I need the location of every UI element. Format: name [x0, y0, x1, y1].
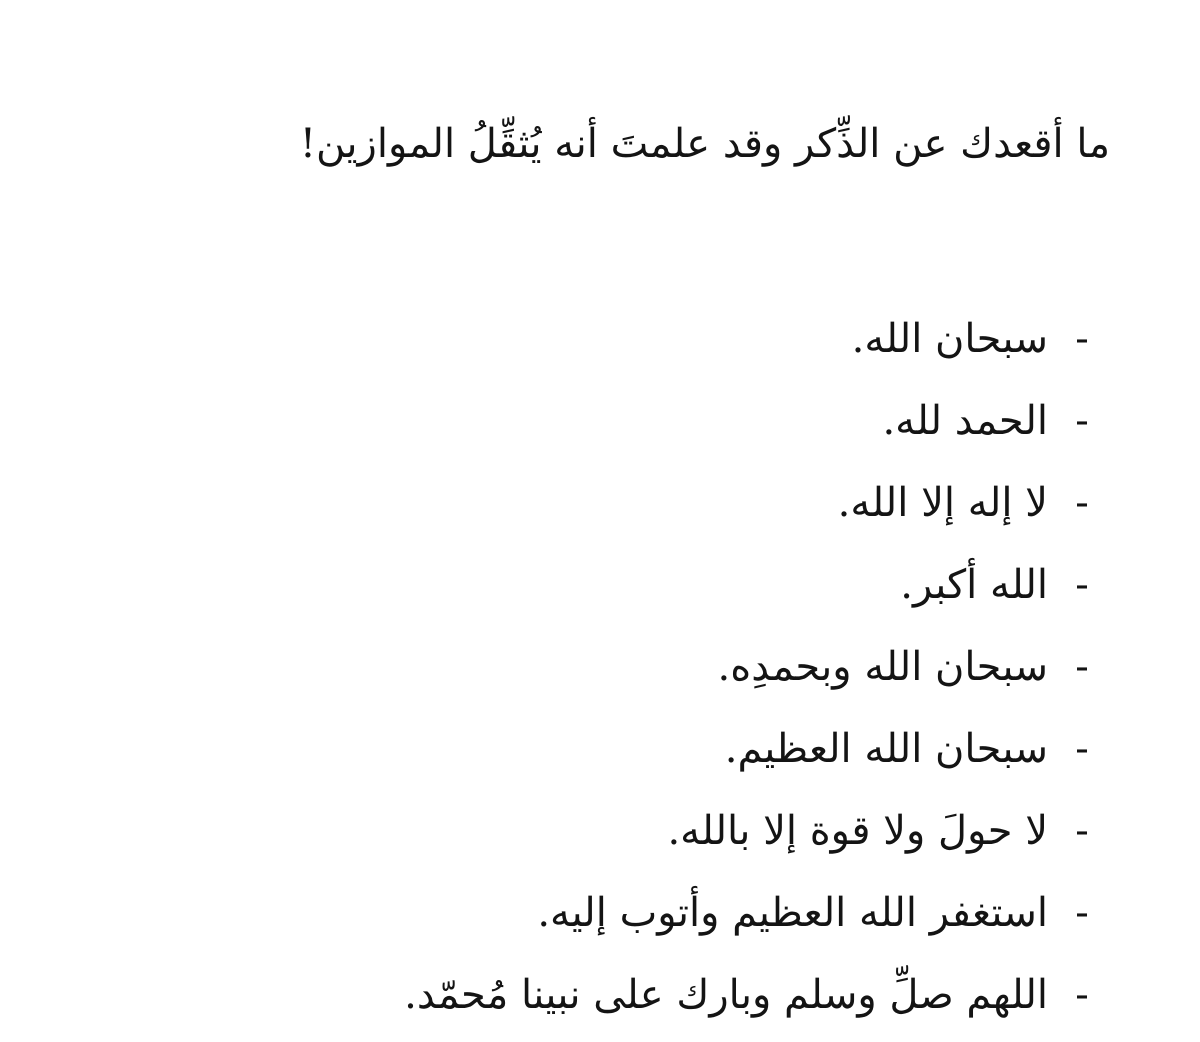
list-item-text: الله أكبر. — [900, 562, 1048, 608]
list-item — [102, 380, 1102, 462]
list-dash: - — [1075, 316, 1089, 362]
list-item-text: سبحان الله وبحمدِه. — [717, 644, 1048, 690]
list-item — [102, 708, 1102, 790]
list-item-text: لا حولَ ولا قوة إلا بالله. — [667, 808, 1048, 854]
dhikr-list — [102, 298, 1102, 1036]
document-title: ما أقعدك عن الذِّكر وقد علمتَ أنه يُثقِّلُ الموازين! — [299, 121, 1110, 167]
list-dash: - — [1075, 890, 1089, 936]
list-dash: - — [1075, 808, 1089, 854]
list-item — [102, 872, 1102, 954]
list-item — [102, 954, 1102, 1036]
list-item — [102, 626, 1102, 708]
list-item-text: سبحان الله العظيم. — [724, 726, 1048, 772]
list-item — [102, 544, 1102, 626]
list-dash: - — [1075, 644, 1089, 690]
list-dash: - — [1075, 726, 1089, 772]
list-item-text: لا إله إلا الله. — [837, 480, 1048, 526]
list-item — [102, 298, 1102, 380]
list-dash: - — [1075, 398, 1089, 444]
list-item-text: سبحان الله. — [851, 316, 1048, 362]
list-dash: - — [1075, 480, 1089, 526]
list-item — [102, 790, 1102, 872]
list-item-text: اللهم صلِّ وسلم وبارك على نبينا مُحمّد. — [404, 972, 1048, 1018]
list-dash: - — [1075, 972, 1089, 1018]
list-item — [102, 462, 1102, 544]
list-dash: - — [1075, 562, 1089, 608]
list-item-text: استغفر الله العظيم وأتوب إليه. — [537, 890, 1048, 936]
list-item-text: الحمد لله. — [882, 398, 1048, 444]
